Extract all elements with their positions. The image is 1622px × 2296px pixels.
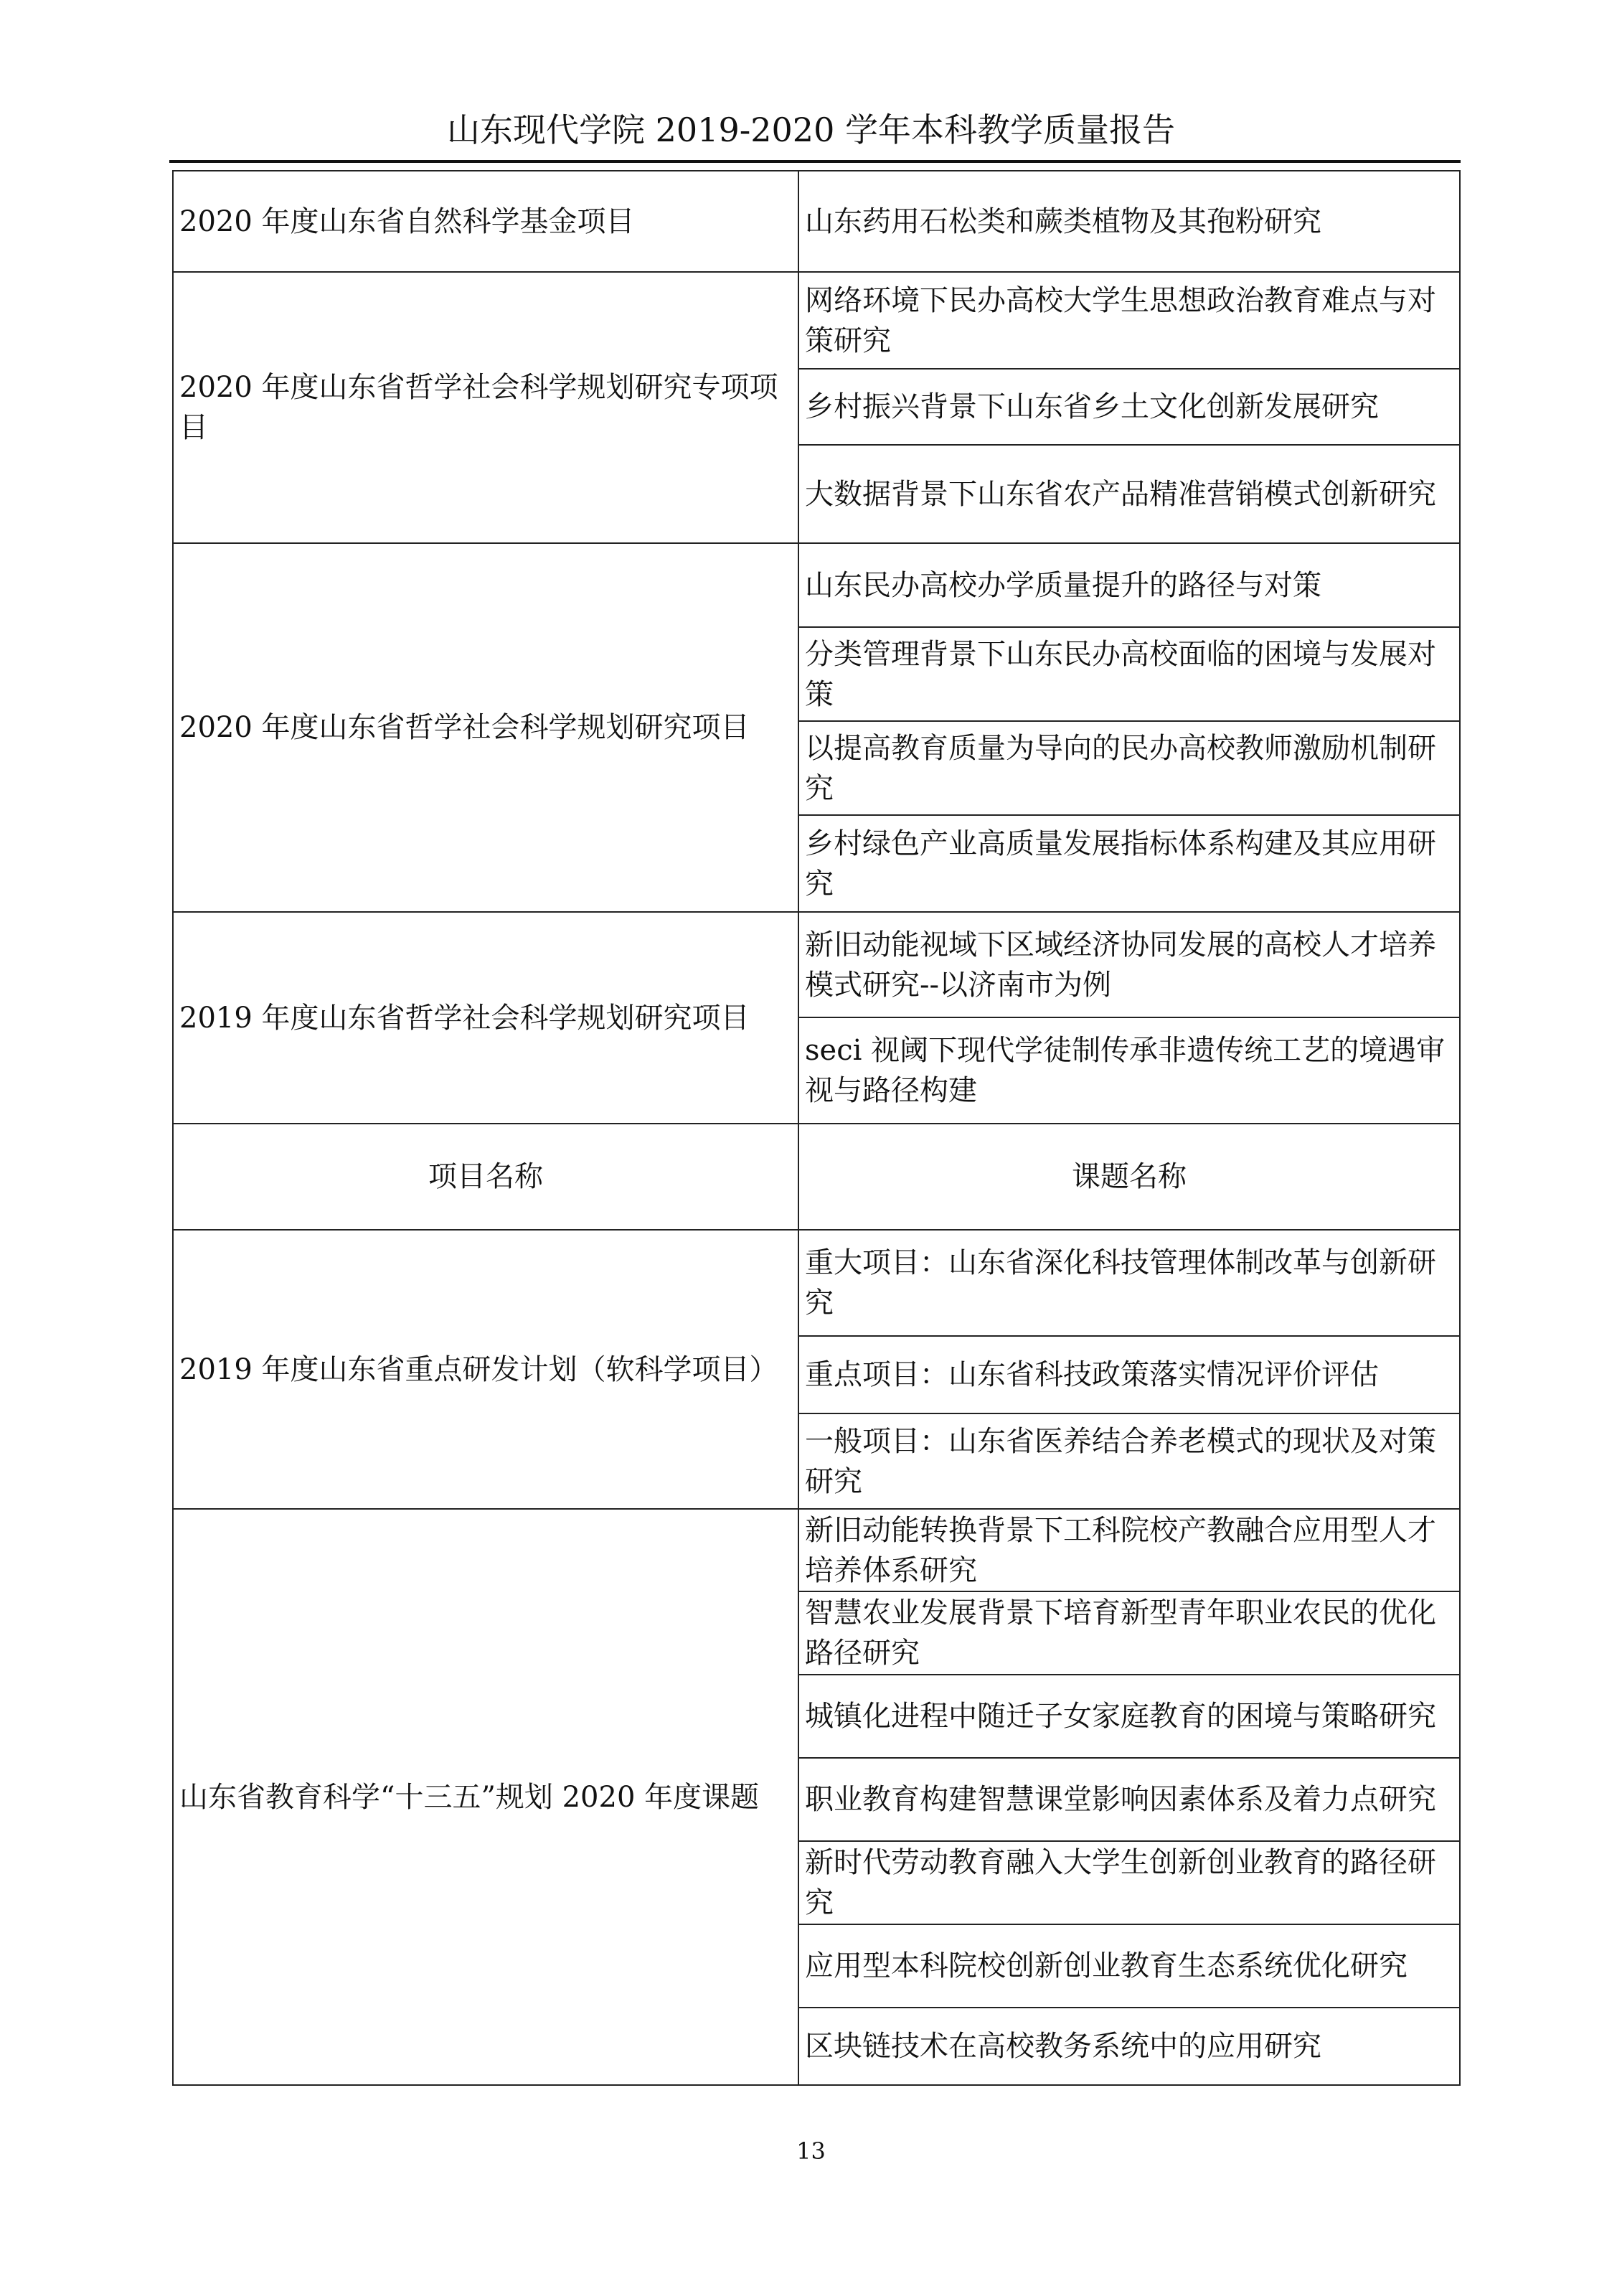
topic-cell: 山东药用石松类和蕨类植物及其孢粉研究	[798, 171, 1460, 272]
table-row	[173, 272, 1460, 369]
project-name-cell: 2020 年度山东省自然科学基金项目	[173, 171, 798, 272]
page-header-title: 山东现代学院 2019-2020 学年本科教学质量报告	[447, 110, 1175, 149]
topic-cell: 一般项目：山东省医养结合养老模式的现状及对策研究	[798, 1413, 1460, 1509]
project-name-cell: 2019 年度山东省重点研发计划（软科学项目）	[173, 1230, 798, 1509]
project-name-cell: 2019 年度山东省哲学社会科学规划研究项目	[173, 912, 798, 1124]
column-header-row	[173, 1124, 1460, 1230]
project-name-cell: 2020 年度山东省哲学社会科学规划研究专项项目	[173, 272, 798, 543]
topic-cell: 城镇化进程中随迁子女家庭教育的困境与策略研究	[798, 1675, 1460, 1758]
project-name-header: 项目名称	[173, 1124, 798, 1230]
topic-cell: 职业教育构建智慧课堂影响因素体系及着力点研究	[798, 1758, 1460, 1841]
topic-cell: 区块链技术在高校教务系统中的应用研究	[798, 2008, 1460, 2085]
topic-cell: 重点项目：山东省科技政策落实情况评价评估	[798, 1336, 1460, 1413]
topic-cell: 新旧动能视域下区域经济协同发展的高校人才培养模式研究--以济南市为例	[798, 912, 1460, 1017]
topic-cell: 乡村振兴背景下山东省乡土文化创新发展研究	[798, 369, 1460, 445]
table-row	[173, 1509, 1460, 1591]
topic-cell: 以提高教育质量为导向的民办高校教师激励机制研究	[798, 721, 1460, 815]
topic-cell: 山东民办高校办学质量提升的路径与对策	[798, 543, 1460, 627]
topic-cell: 新旧动能转换背景下工科院校产教融合应用型人才培养体系研究	[798, 1509, 1460, 1591]
topic-cell: 重大项目：山东省深化科技管理体制改革与创新研究	[798, 1230, 1460, 1336]
topic-name-header: 课题名称	[798, 1124, 1460, 1230]
project-name-cell: 山东省教育科学“十三五”规划 2020 年度课题	[173, 1509, 798, 2085]
topic-cell: 网络环境下民办高校大学生思想政治教育难点与对策研究	[798, 272, 1460, 369]
project-name-cell: 2020 年度山东省哲学社会科学规划研究项目	[173, 543, 798, 912]
topic-cell: seci 视阈下现代学徒制传承非遗传统工艺的境遇审视与路径构建	[798, 1017, 1460, 1124]
topic-cell: 分类管理背景下山东民办高校面临的困境与发展对策	[798, 627, 1460, 721]
topic-cell: 应用型本科院校创新创业教育生态系统优化研究	[798, 1924, 1460, 2008]
project-table	[172, 170, 1461, 2086]
table-row	[173, 912, 1460, 1017]
topic-cell: 智慧农业发展背景下培育新型青年职业农民的优化路径研究	[798, 1591, 1460, 1675]
page-number: 13	[796, 2137, 826, 2165]
table-row	[173, 1230, 1460, 1336]
header-rule	[169, 160, 1461, 163]
topic-cell: 乡村绿色产业高质量发展指标体系构建及其应用研究	[798, 815, 1460, 912]
topic-cell: 大数据背景下山东省农产品精准营销模式创新研究	[798, 445, 1460, 543]
table-row	[173, 171, 1460, 272]
table-row	[173, 543, 1460, 627]
topic-cell: 新时代劳动教育融入大学生创新创业教育的路径研究	[798, 1841, 1460, 1924]
